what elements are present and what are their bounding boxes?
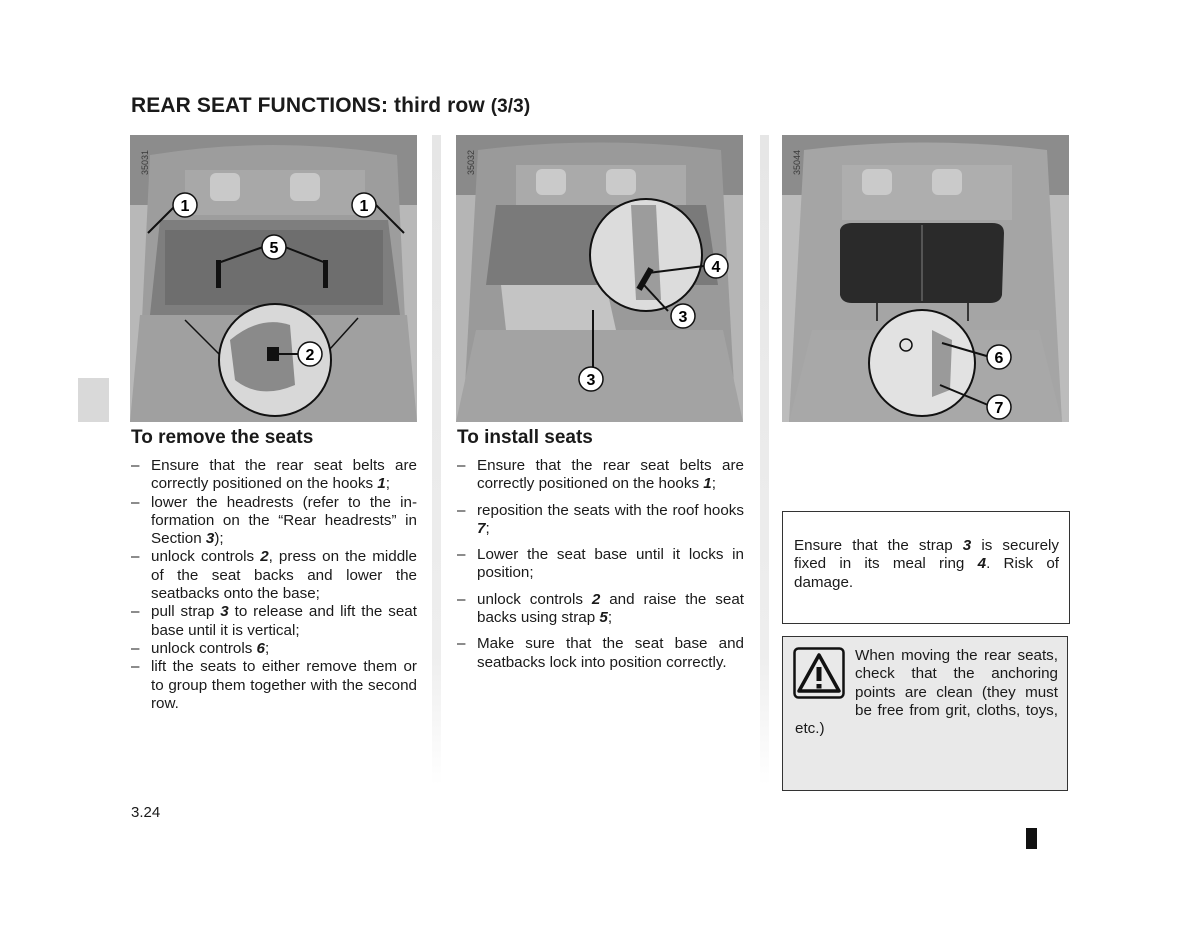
- step-item: – unlock controls 2 and raise the seat backs using strap 5;: [457, 591, 744, 628]
- section-tab: [78, 378, 109, 422]
- callout-label: 2: [305, 347, 315, 364]
- figure-remove-seats: [130, 135, 417, 422]
- callout-1-left: [173, 193, 197, 217]
- column-divider-2: [760, 135, 769, 785]
- step-item: – lift the seats to either remove them or to group them together with the second row.: [131, 658, 417, 713]
- callout-label: 1: [359, 198, 369, 215]
- figure-install-seats: [456, 135, 743, 422]
- remove-seats-heading: To remove the seats: [131, 427, 314, 448]
- callout-6: [987, 345, 1011, 369]
- step-item: – lower the headrests (refer to the information on the “Rear headrests” in Section 3);: [131, 494, 417, 549]
- step-item: – Ensure that the rear seat belts are correctly positioned on the hooks 1;: [131, 457, 417, 494]
- callout-1-right: [352, 193, 376, 217]
- callout-label: 4: [711, 259, 721, 276]
- step-item: – unlock controls 6;: [131, 640, 417, 658]
- warning-box: [782, 636, 1068, 791]
- step-item: – unlock controls 2, press on the middle of the seat backs and lower the seatbacks onto the base;: [131, 548, 417, 603]
- callout-3-bottom: [579, 367, 603, 391]
- column-divider-1: [432, 135, 441, 785]
- callout-label: 3: [586, 372, 596, 389]
- strap-note-box: [782, 511, 1070, 624]
- figure-seat-hooks-drawing: [782, 135, 1069, 422]
- remove-seats-steps: [131, 457, 417, 713]
- step-item: – Make sure that the seat base and seatbacks lock into position correctly.: [457, 635, 744, 672]
- figure-number: 35044: [792, 149, 802, 175]
- callout-3-right: [671, 304, 695, 328]
- figure-number: 35031: [140, 149, 150, 175]
- callout-label: 3: [678, 309, 688, 326]
- install-seats-steps: [457, 457, 744, 680]
- page-number: 3.24: [131, 804, 161, 821]
- callout-label: 1: [180, 198, 190, 215]
- step-item: – pull strap 3 to release and lift the seat base until it is vertical;: [131, 603, 417, 640]
- callout-label: 6: [994, 350, 1004, 367]
- callout-2: [298, 342, 322, 366]
- figure-seat-hooks: [782, 135, 1069, 422]
- figure-remove-seats-drawing: [130, 135, 417, 422]
- step-item: – Ensure that the rear seat belts are correctly positioned on the hooks 1;: [457, 457, 744, 494]
- section-end-mark: [1026, 828, 1037, 849]
- callout-5: [262, 235, 286, 259]
- strap-note-text: Ensure that the strap 3 is securely fixed in its meal ring 4. Risk of damage.: [794, 537, 1059, 591]
- warning-text: When moving the rear seats, check that the anchoring points are clean (they must be free from grit, cloths, toys, etc.): [795, 647, 1058, 738]
- callout-label: 7: [994, 400, 1004, 417]
- page-title: [131, 94, 530, 118]
- step-item: – Lower the seat base until it locks in position;: [457, 546, 744, 583]
- page-title-sub: (3/3): [490, 96, 531, 117]
- callout-label: 5: [269, 240, 279, 257]
- page-title-main: REAR SEAT FUNCTIONS: third row: [131, 94, 485, 117]
- install-seats-heading: To install seats: [457, 427, 593, 448]
- callout-7: [987, 395, 1011, 419]
- step-item: – reposition the seats with the roof hooks 7;: [457, 502, 744, 539]
- figure-install-seats-drawing: [456, 135, 743, 422]
- warning-triangle-icon: [793, 647, 845, 699]
- figure-number: 35032: [466, 149, 476, 175]
- callout-4: [704, 254, 728, 278]
